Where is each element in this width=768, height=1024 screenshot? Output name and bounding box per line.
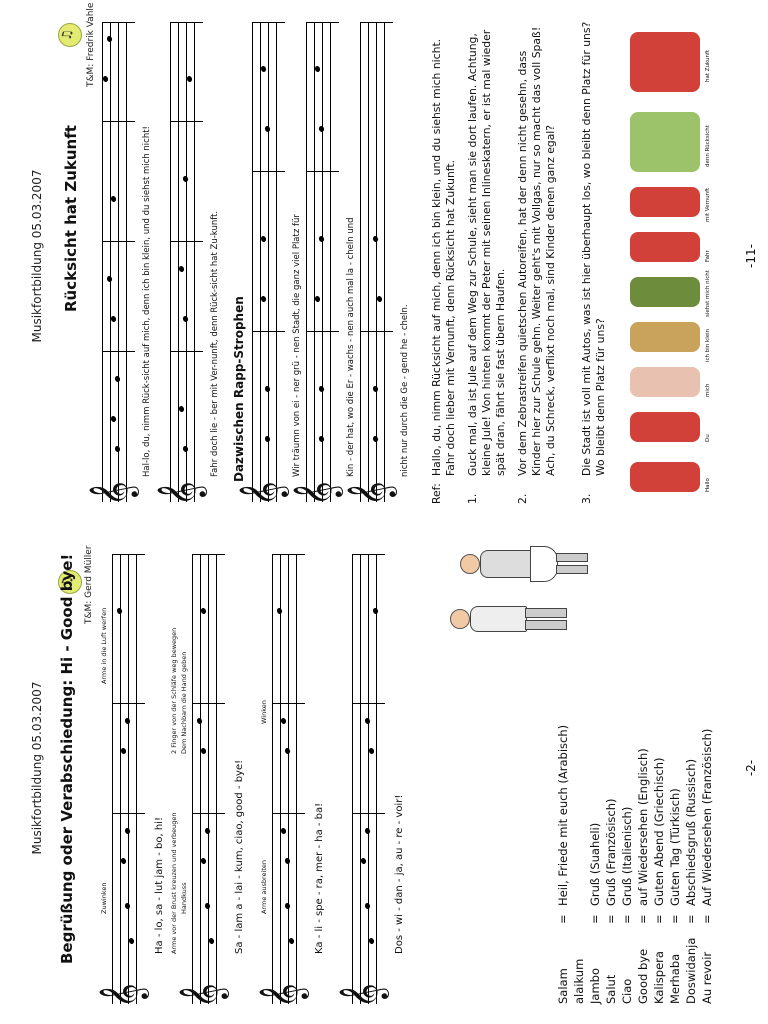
treble-clef-icon: 𝄞 xyxy=(346,481,395,506)
song-lyrics: Sa - lam a - lai - kum, ciao, good - bye! xyxy=(234,759,245,954)
music-staff xyxy=(156,22,205,506)
gesture-label: Handkuss xyxy=(180,882,188,914)
picture-caption: Hallo xyxy=(705,478,711,492)
left-header: Musikfortbildung 05.03.2007 xyxy=(30,681,44,855)
song-lyrics: Hal-lo, du, nimm Rück-sicht auf mich, denn ich bin klein, und du siehst mich nicht! xyxy=(142,126,152,477)
picture-caption: mich xyxy=(705,383,711,397)
verse-number: 2. xyxy=(516,493,529,504)
verse-text: Die Stadt ist voll mit Autos, was ist hier überhaupt los, wo bleibt denn Platz für uns? Wo bleibt denn Platz für uns? xyxy=(580,21,607,476)
left-page-number: -2- xyxy=(744,759,758,777)
list-item: Good bye = auf Wiedersehen (Englisch) xyxy=(636,748,650,1004)
music-logo-icon xyxy=(58,23,82,47)
song-lyrics: Ka - li - spe - ra, mer - ha - ba! xyxy=(314,802,325,954)
picture-caption: siehst mich nicht xyxy=(705,270,711,317)
treble-clef-icon: 𝄞 xyxy=(156,481,205,506)
greetings-list xyxy=(555,725,715,1004)
treble-clef-icon: 𝄞 xyxy=(98,983,147,1008)
list-item: Merhaba = Guten Tag (Türkisch) xyxy=(668,788,682,1004)
treble-clef-icon: 𝄞 xyxy=(258,983,307,1008)
verse-number: 3. xyxy=(580,493,593,504)
list-item: Au revoir = Auf Wiedersehen (Französisch) xyxy=(700,728,714,1004)
gesture-label: Zuwinken xyxy=(100,882,108,914)
rap-subtitle: Dazwischen Rapp-Strophen xyxy=(232,296,246,482)
gesture-pictures xyxy=(625,12,725,502)
left-title: Begrüßung oder Verabschiedung: Hi - Good bye! xyxy=(58,553,76,964)
verse-text: Guck mal, da ist Jule auf dem Weg zur Schule, sieht man sie dort laufen. Achtung, kleine Jule! Von hinten kommt der Peter mit seinen Inlineskatern, er ist mal wieder spät dran, fährt sie fast übern Haufen. xyxy=(466,29,507,476)
treble-clef-icon: 𝄞 xyxy=(292,481,341,506)
song-lyrics: Wir träumn von ei - ner grü - nen Stadt, die ganz viel Platz für xyxy=(292,214,302,477)
verse-text: Vor dem Zebrastreifen quietschen Autoreifen, hat der denn nicht gesehn, dass Kinder hier zur Schule gehn. Weiter geht's mit Vollgas, nur so macht das voll Spaß! Ach, du Schreck, verflixt noch mal, sind Kinder denen ganz egal? xyxy=(516,26,557,476)
gesture-label: Arme vor der Brust kreuzen und verbeugen xyxy=(170,812,178,954)
picture-caption: denn Rücksicht xyxy=(705,125,711,167)
gesture-label: 2 Finger von der Schläfe weg bewegen xyxy=(170,627,178,754)
picture-caption: mit Vernunft xyxy=(705,187,711,222)
right-title: Rücksicht hat Zukunft xyxy=(62,125,80,312)
list-item: Kalispera = Guten Abend (Griechisch) xyxy=(652,757,666,1004)
song-lyrics: Fahr doch lie - ber mit Ver-nunft, denn Rück-sicht hat Zu-kunft. xyxy=(210,210,220,477)
picture-caption: hat Zukunft xyxy=(705,50,711,82)
treble-clef-icon: 𝄞 xyxy=(178,983,227,1008)
treble-clef-icon: 𝄞 xyxy=(238,481,287,506)
gesture-label: Dem Nachbarn die Hand geben xyxy=(180,651,188,754)
children-illustration xyxy=(440,524,600,644)
gesture-label: Winken xyxy=(260,700,268,724)
refrain-label: Ref: xyxy=(430,483,443,504)
picture-caption: Fahr xyxy=(705,250,711,262)
list-item: Salut = Gruß (Französisch) xyxy=(604,798,618,1004)
left-page xyxy=(0,512,768,1024)
picture-caption: Du xyxy=(705,434,711,442)
gesture-label: Arme in die Luft werfen xyxy=(100,607,108,684)
list-item: Doswidanja = Abschiedsgruß (Russisch) xyxy=(684,758,698,1004)
treble-clef-icon: 𝄞 xyxy=(338,983,387,1008)
list-item: Ciao = Gruß (Italienisch) xyxy=(620,806,634,1004)
song-lyrics: Dos - wi - dan - ja, au - re - voir! xyxy=(394,794,405,954)
refrain-text: Hallo, du, nimm Rücksicht auf mich, denn ich bin klein, und du siehst mich nicht. Fahr doch lieber mit Vernunft, denn Rücksicht hat Zukunft. xyxy=(430,38,457,476)
song-lyrics: Kin - der hat, wo die Er - wachs - nen auch mal la - cheln und xyxy=(346,217,356,477)
song-lyrics: Ha - lo, sa - lut jam - bo, hi! xyxy=(154,817,165,954)
gesture-label: Arme ausbreiten xyxy=(260,859,268,914)
list-item: Jambo = Gruß (Suaheli) xyxy=(588,822,602,1004)
list-item: Salam alaikum = Heil, Friede mit euch (Arabisch) xyxy=(556,724,586,1004)
right-author: T&M: Fredrik Vahle xyxy=(86,2,96,87)
music-staff xyxy=(338,554,387,1008)
right-header: Musikfortbildung 05.03.2007 xyxy=(30,169,44,343)
song-lyrics: nicht nur durch die Ge - gend he - cheln. xyxy=(400,304,410,477)
treble-clef-icon: 𝄞 xyxy=(88,481,137,506)
picture-caption: ich bin klein xyxy=(705,328,711,362)
left-author: T&M: Gerd Müller xyxy=(84,545,94,624)
verse-number: 1. xyxy=(466,493,479,504)
right-page-number: -11- xyxy=(744,244,758,268)
